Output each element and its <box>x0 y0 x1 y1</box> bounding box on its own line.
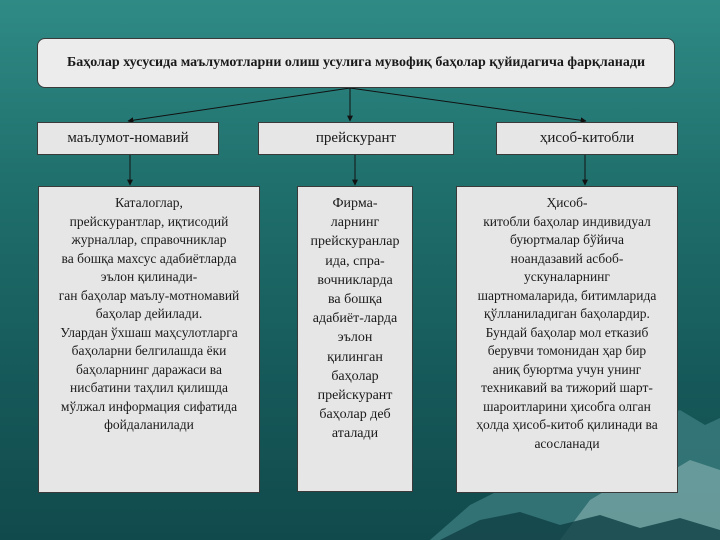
category-label: маълумот-номавий <box>67 130 189 146</box>
description-calculated-prices: Ҳисоб- китобли баҳолар индивидуал буюртмалар бўйича ноандазавий асбоб- ускуналарнинг шартномаларида, битимларида қўлланиладиган баҳолардир. Бундай баҳолар мол етказиб берувчи томонидан ҳар бир аниқ буюртма учун унинг техникавий ва тижорий шарт- шароитларини ҳисобга олган ҳолда ҳисоб-китоб қилинади ва асосланади <box>456 186 678 493</box>
category-calculated-prices <box>496 122 678 155</box>
diagram-title <box>37 38 675 88</box>
category-label: прейскурант <box>315 130 397 146</box>
category-price-list <box>258 122 454 155</box>
diagram-title-text: Баҳолар хусусида маълумотларни олиш усулига мувофиқ баҳолар қуйидагича фарқланади <box>66 55 646 70</box>
category-label: ҳисоб-китобли <box>539 130 635 146</box>
category-reference-prices <box>37 122 219 155</box>
description-price-list: Фирма- ларнинг прейскуранлар ида, спра- вочникларда ва бошқа адабиёт-ларда эълон қилинган баҳолар прейскурант баҳолар деб аталади <box>297 186 413 492</box>
description-reference-prices: Каталоглар, прейскурантлар, иқтисодий журналлар, справочниклар ва бошқа махсус адабиётларда эълон қилинади- ган баҳолар маълу-мотномавий баҳолар дейилади. Улардан ўхшаш маҳсулотларга баҳоларни белгилашда ёки баҳоларнинг даражаси ва нисбатини таҳлил қилишда мўлжал информация сифатида фойдаланилади <box>38 186 260 493</box>
